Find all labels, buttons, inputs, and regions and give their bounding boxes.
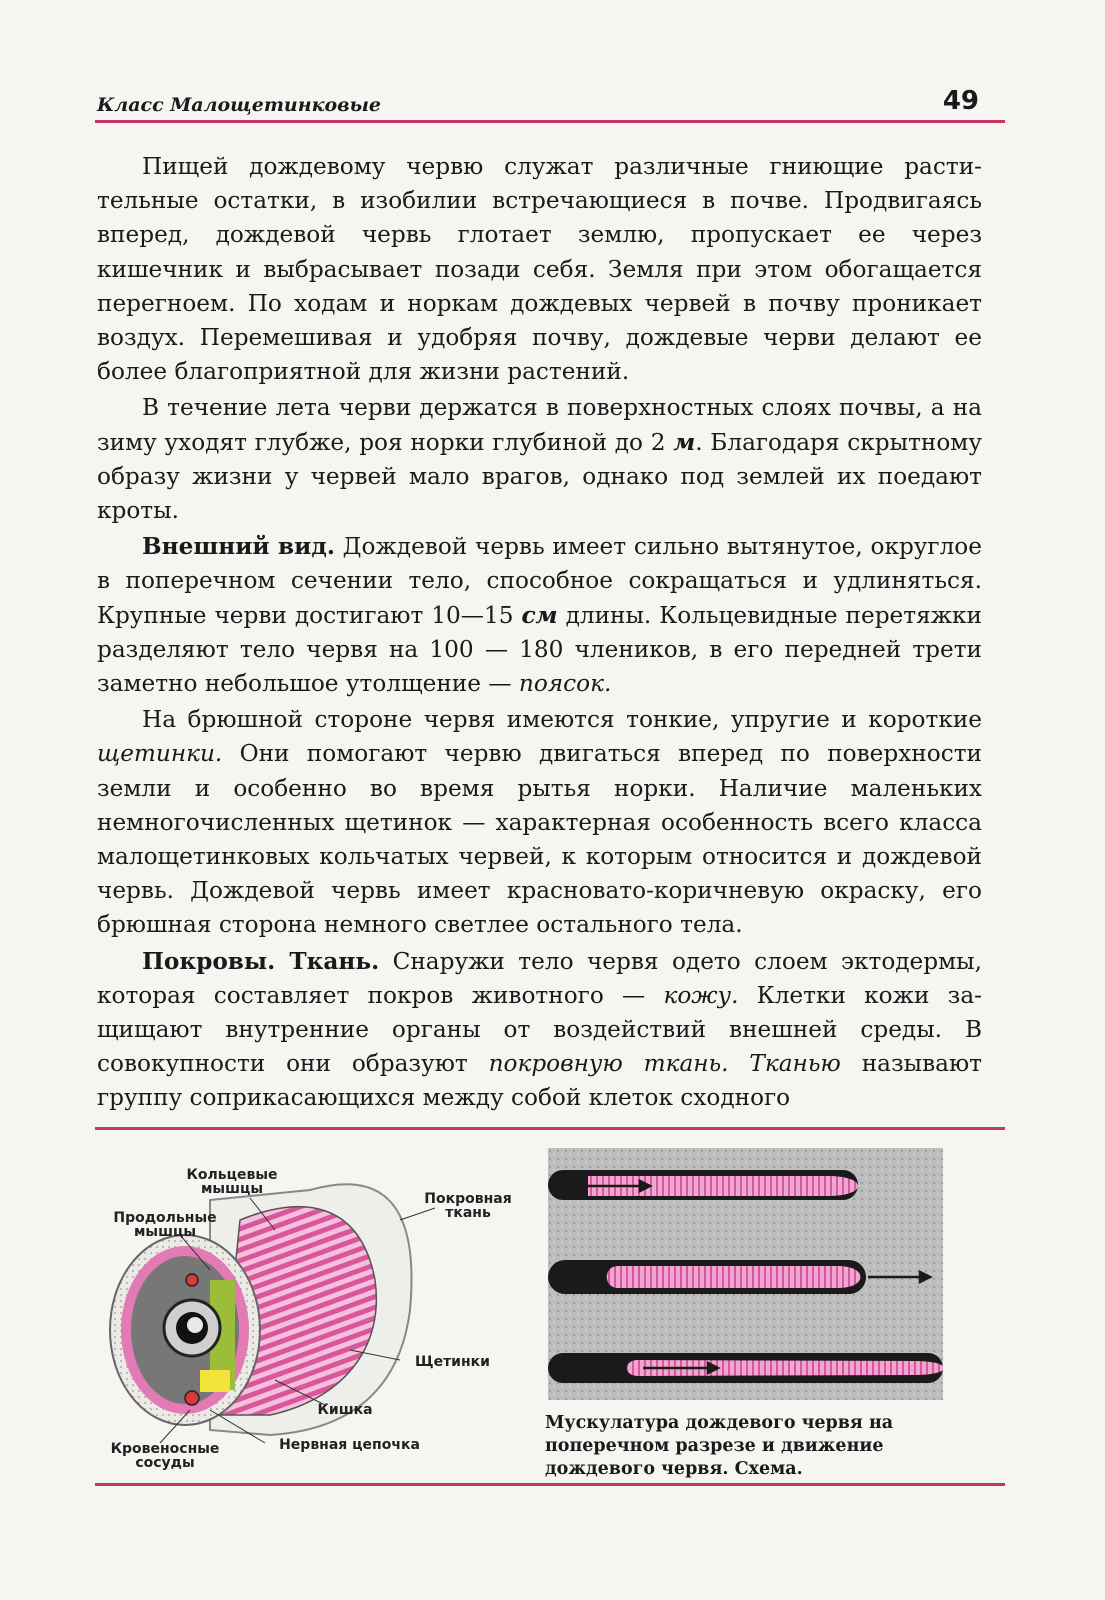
label-setae: Щетинки xyxy=(415,1354,490,1370)
figure-top-rule xyxy=(95,1127,1005,1130)
label-blood-vessels: Кровеносные сосуды xyxy=(110,1441,220,1471)
paragraph-setae: На брюшной стороне червя имеются тонкие, упругие и короткие щетинки. Они помогают червю двигаться вперед по поверхности земли и особенно во время рытья норки. Наличие маленьких немногочисленных щетинок — характерная особенность всего класса малощетинковых кольчатых червей, к которым относится и дождевой червь. Дождевой червь имеет красновато-коричневую окраску, его брюшная сторона немного светлее остального тела. xyxy=(97,706,982,939)
section-heading-appearance: Внешний вид. xyxy=(142,533,335,561)
paragraph-season: В течение лета черви держатся в поверхностных слоях почвы, а на зиму уходят глубже, роя норки глубиной до 2 м. Благодаря скрытному образу жизни у червей мало врагов, однако под землей их поедают кроты. xyxy=(97,394,982,525)
section-heading-tissue: Покровы. Ткань. xyxy=(142,947,380,975)
chapter-title: Класс Малощетинковые xyxy=(97,94,382,116)
label-gut: Кишка xyxy=(317,1402,373,1418)
figure-caption: Мускулатура дождевого червя на поперечном разрезе и движение дождевого червя. Схема. xyxy=(545,1413,894,1479)
paragraph-food: Пищей дождевому червю служат различные гниющие растительные остатки, в изобилии встречающиеся в почве. Продвигаясь вперед, дождевой червь глотает землю, пропускает ее через кишечник и выбрасывает позади себя. Земля при этом обогащается перегноем. По ходам и норкам дождевых червей в почву проникает воздух. Перемешивая и удобряя почву, дождевые черви делают ее более благоприятной для жизни растений. xyxy=(97,153,982,386)
main-text xyxy=(97,150,982,1118)
paragraph-appearance: Внешний вид. Дождевой червь имеет сильно вытянутое, округлое в поперечном сечении тело, способное сокращаться и удлиняться. Крупные черви достигают 10—15 см длины. Кольцевидные перетяжки разделяют тело червя на 100 — 180 члеников, в его передней трети заметно небольшое утолщение — поясок. xyxy=(97,533,982,698)
worm-movement-scheme xyxy=(548,1148,943,1400)
paragraph-tissue: Покровы. Ткань. Снаружи тело червя одето слоем эктодермы, которая составляет покров животного — кожу. Клетки кожи защищают внутренние органы от воздействий внешней среды. В совокупности они образуют покровную ткань. Тканью называют группу соприкасающихся между собой клеток сходного xyxy=(97,947,982,1112)
label-ring-muscles: Кольцевые мышцы xyxy=(186,1167,278,1197)
label-longitudinal-muscles: Продольные мышцы xyxy=(113,1210,217,1240)
label-cover-tissue: Покровная ткань xyxy=(424,1191,512,1221)
page-number: 49 xyxy=(942,86,979,116)
label-nerve-cord: Нервная цепочка xyxy=(279,1437,420,1453)
page-header xyxy=(95,80,1005,123)
figure-bottom-rule xyxy=(95,1483,1005,1486)
